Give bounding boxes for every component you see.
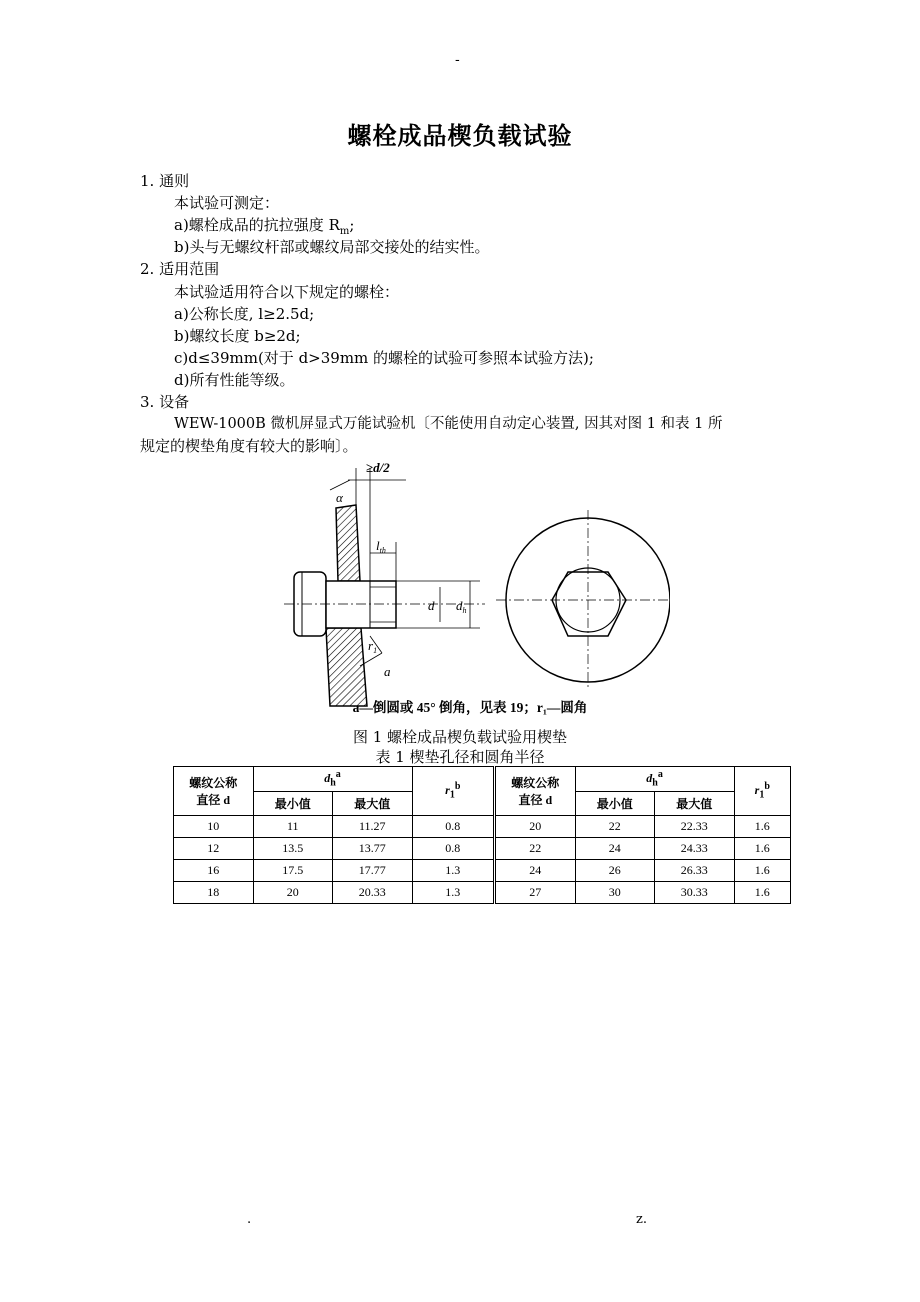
section-2-item-c: c)d≤39mm(对于 d>39mm 的螺栓的试验可参照本试验方法); <box>174 349 594 367</box>
header-thread-diameter: 螺纹公称 直径 d <box>174 767 254 816</box>
washer-top-view <box>496 510 670 690</box>
footer-left: . <box>247 1212 252 1227</box>
table-row: 18 20 20.33 1.3 27 30 30.33 1.6 <box>174 882 791 904</box>
footer-right: z. <box>636 1212 647 1227</box>
svg-text:r1: $r_1$ <box>368 638 378 655</box>
header-max: 最大值 <box>333 791 413 816</box>
svg-text:≥d/2: ≥d/2 <box>366 460 390 475</box>
table-caption: 表 1 楔垫孔径和圆角半径 <box>375 748 545 766</box>
header-r1: $r_1^b$ <box>412 767 495 816</box>
table-row: 10 11 11.27 0.8 20 22 22.33 1.6 <box>174 816 791 838</box>
section-1-item-b: b)头与无螺纹杆部或螺纹局部交接处的结实性。 <box>174 238 490 256</box>
header-min: 最小值 <box>253 791 333 816</box>
section-2-item-a: a)公称长度, l≥2.5d; <box>174 305 315 323</box>
header-mark: - <box>455 52 460 68</box>
bolt-shank <box>326 581 396 628</box>
section-3-line-2: 规定的楔垫角度有较大的影响〕。 <box>140 437 358 455</box>
section-1-intro: 本试验可测定： <box>174 194 280 212</box>
header-dh-2: $d_h^a$ <box>575 767 734 792</box>
svg-text:lth: $l_{th}$ <box>376 538 386 555</box>
section-1-item-a: a)螺栓成品的抗拉强度 $R_m$; <box>174 216 355 237</box>
header-thread-diameter-2: 螺纹公称 直径 d <box>495 767 576 816</box>
svg-text:a: a <box>384 664 391 679</box>
header-r1-2: $r_1^b$ <box>734 767 790 816</box>
section-3-line-1: WEW-1000B 微机屏显式万能试验机〔不能使用自动定心装置, 因其对图 1 和表 1 所 <box>174 416 723 432</box>
table-row: 12 13.5 13.77 0.8 22 24 24.33 1.6 <box>174 838 791 860</box>
section-1-heading: 1. 通则 <box>140 172 190 190</box>
header-max-2: 最大值 <box>655 791 735 816</box>
section-2-heading: 2. 适用范围 <box>140 260 220 278</box>
wedge-washer-bottom <box>326 628 367 706</box>
svg-text:d: d <box>428 598 435 613</box>
header-min-2: 最小值 <box>575 791 655 816</box>
svg-text:α: α <box>336 490 343 505</box>
table-row: 16 17.5 17.77 1.3 24 26 26.33 1.6 <box>174 860 791 882</box>
header-dh: $d_h^a$ <box>253 767 412 792</box>
wedge-washer-top <box>336 505 360 581</box>
page-title: 螺栓成品楔负载试验 <box>347 121 573 150</box>
wedge-table <box>173 766 791 904</box>
figure-note: a—倒圆或 45° 倒角，见表 19；r₁—圆角 <box>352 700 588 715</box>
section-3-heading: 3. 设备 <box>140 393 190 411</box>
wedge-test-figure <box>270 460 670 725</box>
section-2-item-b: b)螺纹长度 b≥2d; <box>174 327 301 345</box>
svg-text:dh: $d_h$ <box>456 598 467 615</box>
section-2-intro: 本试验适用符合以下规定的螺栓： <box>174 283 400 301</box>
figure-caption: 图 1 螺栓成品楔负载试验用楔垫 <box>352 728 568 746</box>
section-2-item-d: d)所有性能等级。 <box>174 371 295 389</box>
